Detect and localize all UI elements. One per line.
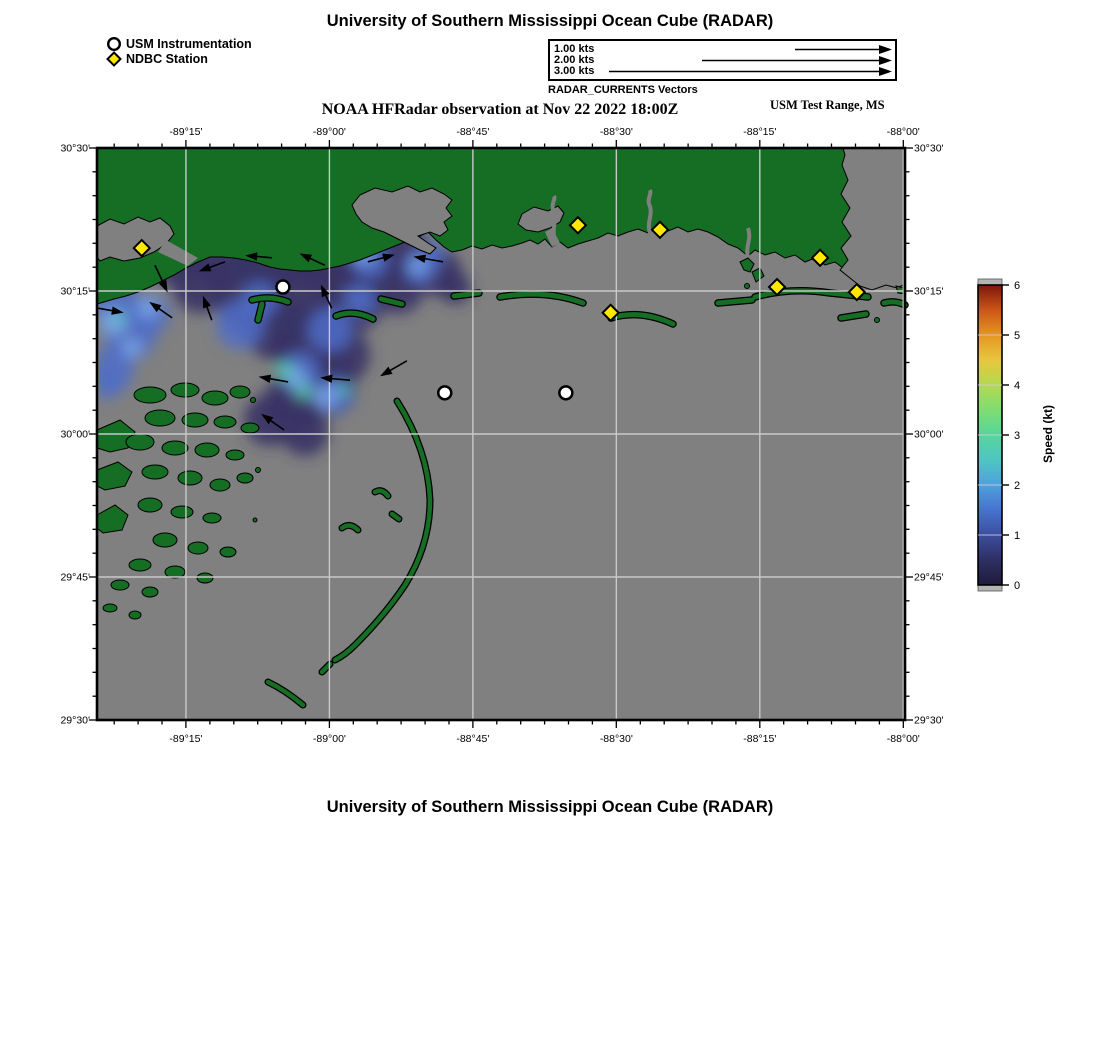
colorbar-tick-label: 3 <box>1014 430 1021 442</box>
colorbar-tick-label: 2 <box>1014 480 1021 492</box>
observation-subtitle: NOAA HFRadar observation at Nov 22 2022 18:00Z <box>321 101 679 118</box>
colorbar-tick-label: 0 <box>1014 580 1021 592</box>
usm-station-marker <box>438 386 451 399</box>
speed-blob <box>113 313 125 325</box>
colorbar-tick-label: 1 <box>1014 530 1021 542</box>
colorbar <box>978 279 1020 592</box>
speed-blob <box>337 384 349 396</box>
x-tick-label-bottom: -88°15' <box>743 733 777 745</box>
usm-station-marker <box>559 386 572 399</box>
y-tick-label-left: 30°00' <box>60 428 90 441</box>
speed-blob <box>313 385 337 409</box>
y-tick-label-left: 29°30' <box>60 714 90 727</box>
y-tick-label-left: 30°15' <box>60 285 90 298</box>
footer-title: University of Southern Mississippi Ocean Cube (RADAR) <box>326 798 774 816</box>
x-tick-label-top: -88°15' <box>743 126 777 138</box>
x-tick-label-bottom: -88°45' <box>456 733 490 745</box>
x-tick-label-top: -89°15' <box>169 126 203 138</box>
x-tick-label-top: -88°30' <box>599 126 633 138</box>
colorbar-top-cap <box>978 279 1002 285</box>
test-range-label: USM Test Range, MS <box>770 98 885 112</box>
page-title: University of Southern Mississippi Ocean Cube (RADAR) <box>326 12 774 30</box>
colorbar-axis-label: Speed (kt) <box>1041 405 1055 464</box>
y-tick-label-left: 29°45' <box>60 571 90 584</box>
colorbar-tick-label: 4 <box>1014 380 1021 392</box>
y-tick-label-right: 30°15' <box>914 285 944 298</box>
x-tick-label-bottom: -89°00' <box>312 733 346 745</box>
river-east <box>649 190 651 233</box>
speed-blob <box>276 362 294 380</box>
mobile-bay <box>840 148 905 290</box>
scale-3kt-label: 3.00 kts <box>554 65 595 77</box>
y-tick-label-left: 30°30' <box>60 142 90 155</box>
x-tick-label-bottom: -89°15' <box>169 733 203 745</box>
speed-blob <box>122 338 142 358</box>
speed-blob <box>281 408 329 456</box>
x-tick-label-bottom: -88°30' <box>599 733 633 745</box>
legend-ndbc-label: NDBC Station <box>126 51 208 66</box>
colorbar-tick-label: 5 <box>1014 330 1021 342</box>
x-tick-label-top: -89°00' <box>312 126 346 138</box>
y-tick-label-right: 29°30' <box>914 714 944 727</box>
colorbar-bottom-cap <box>978 585 1002 591</box>
x-tick-label-top: -88°45' <box>456 126 490 138</box>
y-tick-label-right: 29°45' <box>914 571 944 584</box>
river-pascagoula <box>747 228 749 258</box>
speed-blob <box>296 383 312 399</box>
y-tick-label-right: 30°30' <box>914 142 944 155</box>
vector-scale-caption: RADAR_CURRENTS Vectors <box>548 84 698 96</box>
x-tick-label-top: -88°00' <box>886 126 920 138</box>
x-tick-label-bottom: -88°00' <box>886 733 920 745</box>
scale-1kt-label: 1.00 kts <box>554 43 595 55</box>
legend-usm-label: USM Instrumentation <box>126 36 252 51</box>
y-tick-label-right: 30°00' <box>914 428 944 441</box>
usm-station-marker <box>276 280 289 293</box>
scale-2kt-label: 2.00 kts <box>554 54 595 66</box>
colorbar-tick-label: 6 <box>1014 280 1021 292</box>
